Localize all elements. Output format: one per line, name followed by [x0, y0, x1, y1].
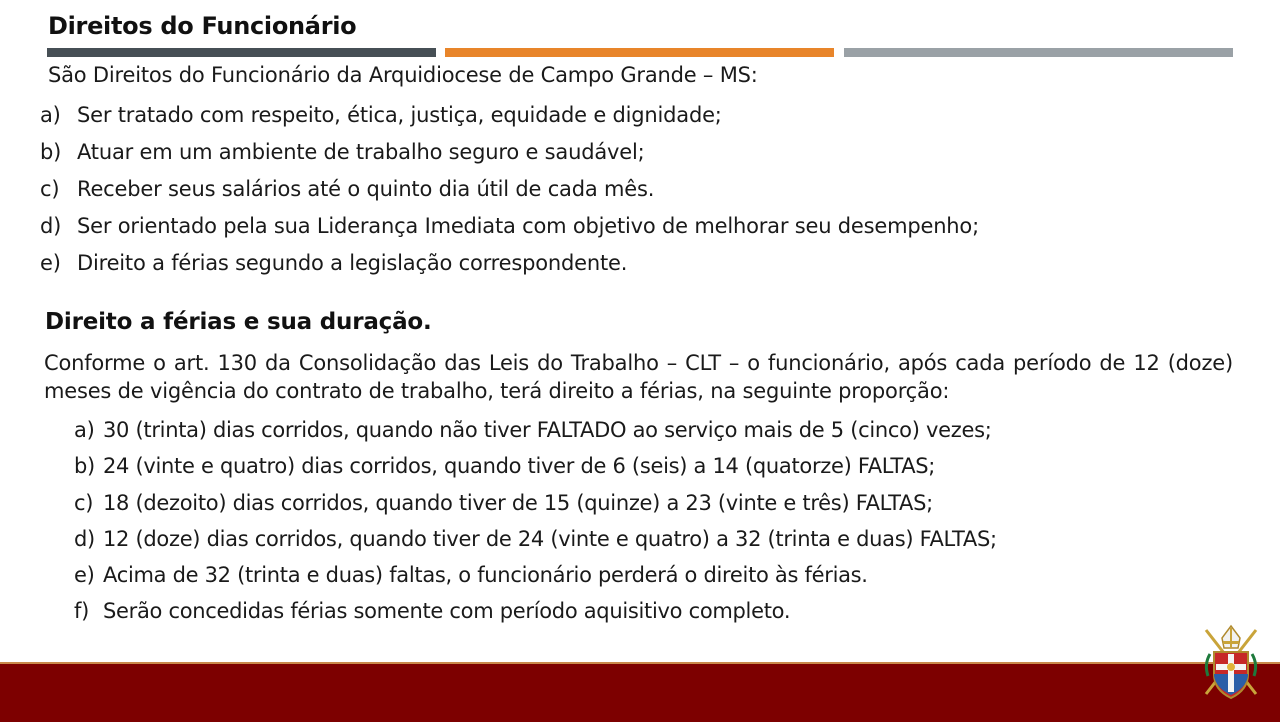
list-item-text: Atuar em um ambiente de trabalho seguro e saudável;	[77, 140, 645, 164]
rights-list	[40, 101, 979, 286]
footer-bar	[0, 662, 1280, 722]
archdiocese-crest-icon	[1200, 624, 1262, 704]
list-item-text: Ser tratado com respeito, ética, justiça, equidade e dignidade;	[77, 103, 722, 127]
accent-bar-gray	[844, 48, 1233, 57]
list-marker: a)	[74, 418, 95, 442]
list-marker: c)	[74, 490, 94, 515]
list-item-text: 24 (vinte e quatro) dias corridos, quando tiver de 6 (seis) a 14 (quatorze) FALTAS;	[103, 454, 936, 479]
accent-bar-orange	[445, 48, 834, 57]
list-item-text: 12 (doze) dias corridos, quando tiver de 24 (vinte e quatro) a 32 (trinta e duas) FALTAS;	[103, 526, 997, 551]
list-marker: b)	[74, 454, 95, 479]
list-marker: e)	[40, 251, 61, 275]
rights-intro: São Direitos do Funcionário da Arquidiocese de Campo Grande – MS:	[48, 63, 758, 87]
list-item-text: Ser orientado pela sua Liderança Imediata com objetivo de melhorar seu desempenho;	[77, 214, 979, 238]
list-item	[74, 489, 997, 525]
list-item-text: Receber seus salários até o quinto dia útil de cada mês.	[77, 177, 655, 201]
list-marker: f)	[74, 599, 89, 624]
list-item	[74, 416, 997, 452]
list-item	[40, 175, 979, 212]
list-item	[40, 249, 979, 286]
list-marker: d)	[40, 214, 62, 238]
section-title: Direito a férias e sua duração.	[45, 309, 432, 335]
list-item	[74, 525, 997, 561]
list-item	[74, 561, 997, 597]
list-item	[40, 138, 979, 175]
list-item	[40, 101, 979, 138]
list-marker: d)	[74, 526, 95, 551]
list-item-text: Serão concedidas férias somente com período aquisitivo completo.	[103, 599, 791, 624]
page-title: Direitos do Funcionário	[48, 12, 357, 40]
list-marker: c)	[40, 177, 60, 201]
vacation-paragraph: Conforme o art. 130 da Consolidação das Leis do Trabalho – CLT – o funcionário, após cada período de 12 (doze) meses de vigência do contrato de trabalho, terá direito a férias, na seguinte proporção:	[44, 351, 1233, 403]
vacation-list	[74, 416, 997, 634]
list-item-text: Acima de 32 (trinta e duas) faltas, o funcionário perderá o direito às férias.	[103, 563, 868, 588]
list-marker: e)	[74, 563, 95, 588]
list-marker: b)	[40, 140, 62, 164]
list-item-text: 30 (trinta) dias corridos, quando não tiver FALTADO ao serviço mais de 5 (cinco) vezes;	[103, 418, 992, 442]
list-item-text: Direito a férias segundo a legislação correspondente.	[77, 251, 628, 275]
list-item-text: 18 (dezoito) dias corridos, quando tiver de 15 (quinze) a 23 (vinte e três) FALTAS;	[103, 490, 933, 515]
accent-bar-dark	[47, 48, 436, 57]
list-item	[40, 212, 979, 249]
list-item	[74, 452, 997, 488]
list-marker: a)	[40, 103, 61, 127]
list-item	[74, 597, 997, 633]
